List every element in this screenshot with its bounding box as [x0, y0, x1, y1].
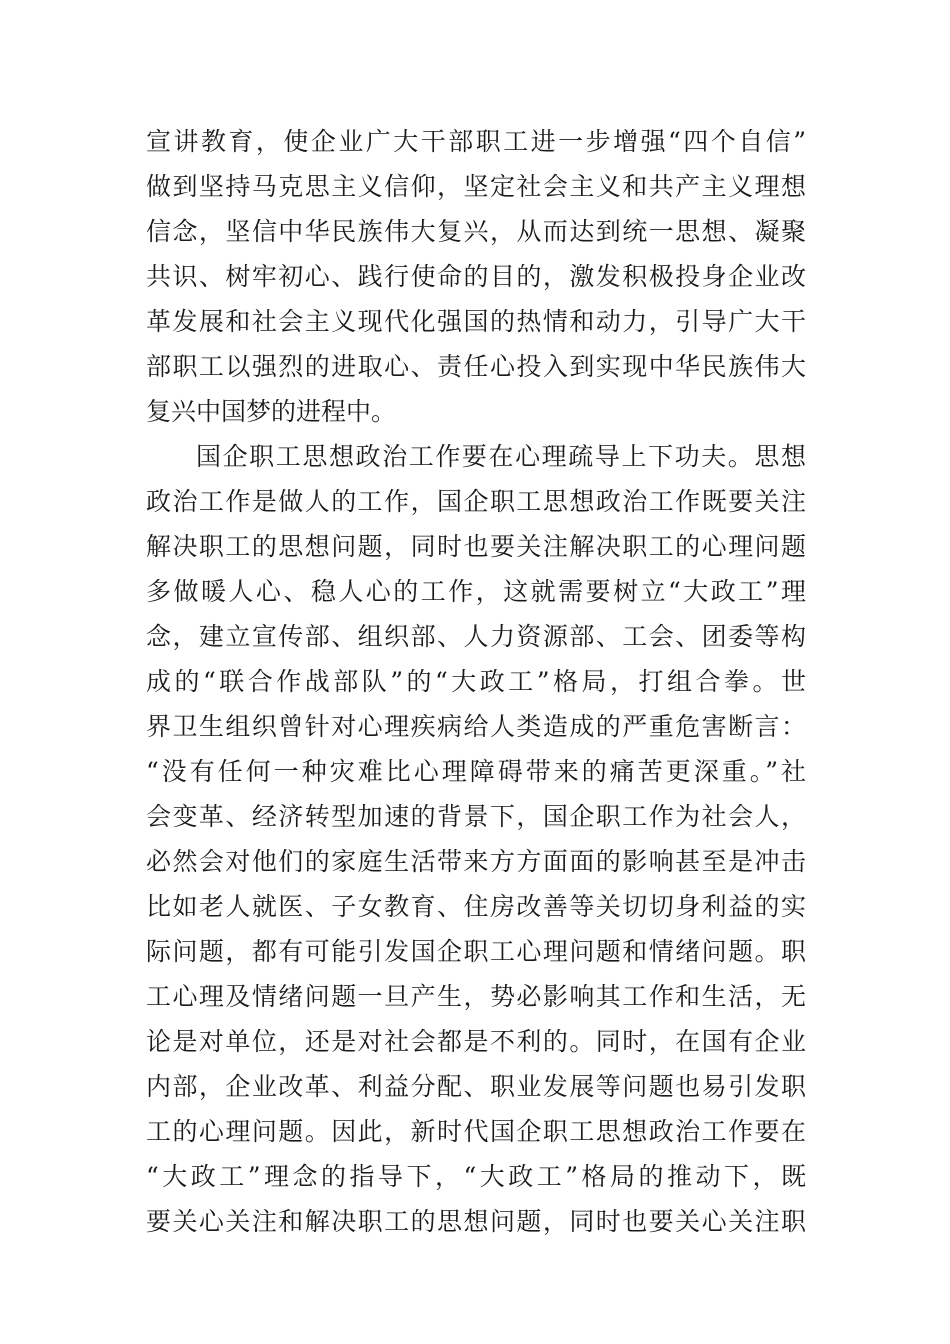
paragraph-1 [146, 119, 806, 434]
text-line: 比如老人就医、子女教育、住房改善等关切切身利益的实 [146, 892, 806, 921]
text-line: 国企职工思想政治工作要在心理疏导上下功夫。思想 [196, 442, 806, 471]
text-line: 界卫生组织曾针对心理疾病给人类造成的严重危害断言： [146, 712, 806, 741]
text-line: 工心理及情绪问题一旦产生，势必影响其工作和生活，无 [146, 982, 806, 1011]
text-line: 做到坚持马克思主义信仰，坚定社会主义和共产主义理想 [146, 172, 806, 201]
text-line: “没有任何一种灾难比心理障碍带来的痛苦更深重。”社 [146, 757, 806, 786]
text-line: 信念，坚信中华民族伟大复兴，从而达到统一思想、凝聚 [146, 217, 806, 246]
text-line: 解决职工的思想问题，同时也要关注解决职工的心理问题 [146, 532, 806, 561]
text-line: 宣讲教育，使企业广大干部职工进一步增强“四个自信” [146, 127, 806, 156]
text-line: 念，建立宣传部、组织部、人力资源部、工会、团委等构 [146, 622, 806, 651]
text-line: 共识、树牢初心、践行使命的目的，激发积极投身企业改 [146, 262, 806, 291]
text-line: 部职工以强烈的进取心、责任心投入到实现中华民族伟大 [146, 352, 806, 381]
text-line: 复兴中国梦的进程中。 [146, 397, 397, 426]
text-line: “大政工”理念的指导下，“大政工”格局的推动下，既 [146, 1162, 806, 1191]
text-line: 成的“联合作战部队”的“大政工”格局，打组合拳。世 [146, 667, 806, 696]
text-line: 论是对单位，还是对社会都是不利的。同时，在国有企业 [146, 1027, 806, 1056]
text-line: 政治工作是做人的工作，国企职工思想政治工作既要关注 [146, 487, 806, 516]
text-line: 必然会对他们的家庭生活带来方方面面的影响甚至是冲击 [146, 847, 806, 876]
text-line: 多做暖人心、稳人心的工作，这就需要树立“大政工”理 [146, 577, 806, 606]
paragraph-2 [146, 434, 806, 1244]
text-line: 工的心理问题。因此，新时代国企职工思想政治工作要在 [146, 1117, 806, 1146]
text-line: 要关心关注和解决职工的思想问题，同时也要关心关注职 [146, 1207, 806, 1236]
text-line: 革发展和社会主义现代化强国的热情和动力，引导广大干 [146, 307, 806, 336]
text-line: 内部，企业改革、利益分配、职业发展等问题也易引发职 [146, 1072, 806, 1101]
text-line: 际问题，都有可能引发国企职工心理问题和情绪问题。职 [146, 937, 806, 966]
text-line: 会变革、经济转型加速的背景下，国企职工作为社会人， [146, 802, 806, 831]
